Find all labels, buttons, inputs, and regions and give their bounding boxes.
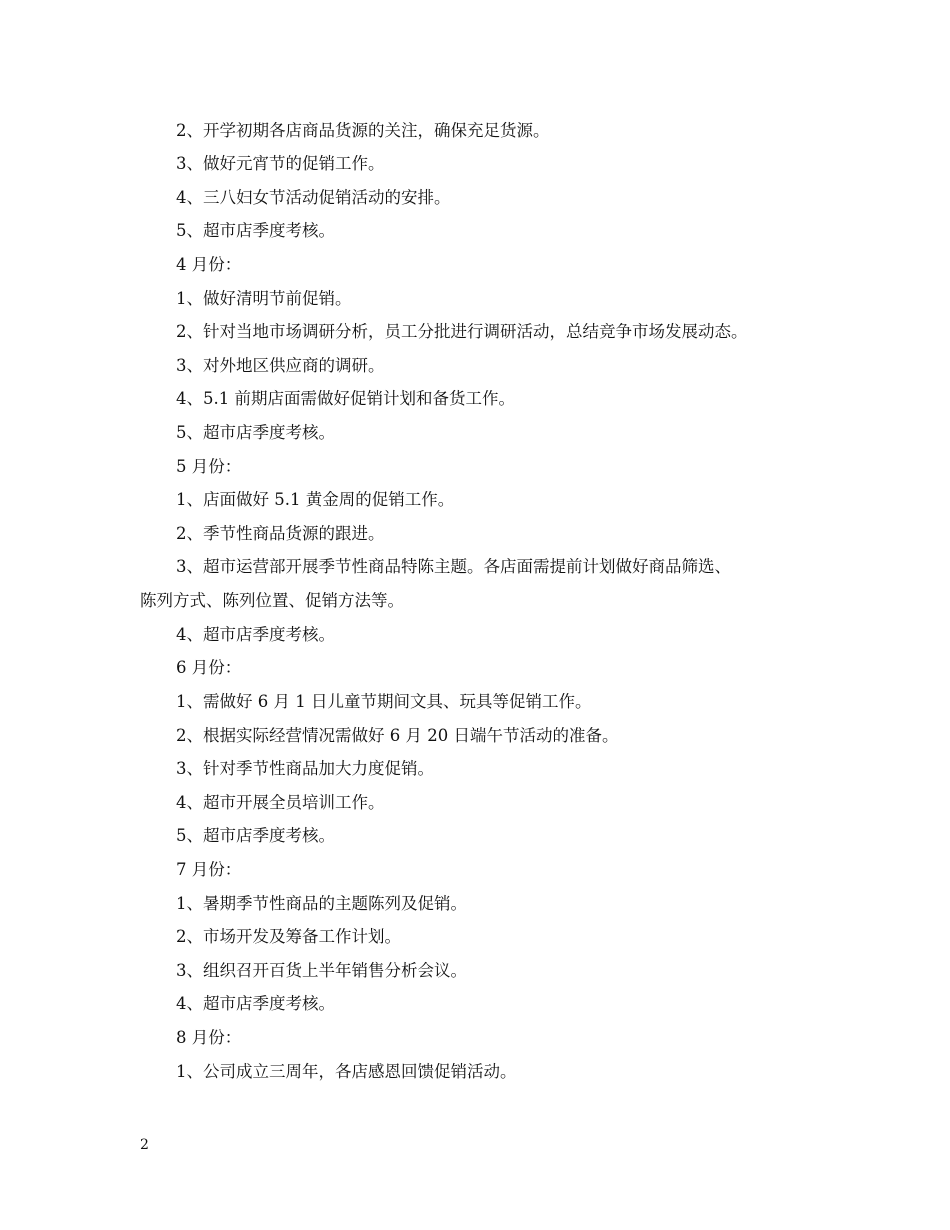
text-line: 2、季节性商品货源的跟进。: [176, 524, 385, 543]
page-number: 2: [140, 1137, 149, 1153]
text-line: 5、超市店季度考核。: [176, 423, 335, 442]
text-line: 3、针对季节性商品加大力度促销。: [176, 759, 434, 778]
text-line: 2、开学初期各店商品货源的关注，确保充足货源。: [176, 121, 550, 140]
text-line: 1、公司成立三周年，各店感恩回馈促销活动。: [176, 1062, 517, 1081]
text-line: 4、超市开展全员培训工作。: [176, 793, 385, 812]
text-line: 4、超市店季度考核。: [176, 994, 335, 1013]
text-line: 5、超市店季度考核。: [176, 826, 335, 845]
text-line-continued: 陈列方式、陈列位置、促销方法等。: [140, 591, 404, 610]
text-line: 3、对外地区供应商的调研。: [176, 356, 385, 375]
text-line: 5、超市店季度考核。: [176, 221, 335, 240]
text-line: 2、针对当地市场调研分析，员工分批进行调研活动，总结竞争市场发展动态。: [176, 322, 748, 341]
text-line: 3、超市运营部开展季节性商品特陈主题。各店面需提前计划做好商品筛选、: [176, 557, 731, 576]
text-line: 4、三八妇女节活动促销活动的安排。: [176, 188, 451, 207]
text-line: 3、做好元宵节的促销工作。: [176, 154, 385, 173]
text-line: 4、5.1 前期店面需做好促销计划和备货工作。: [176, 389, 515, 408]
month-heading: 4 月份：: [176, 255, 242, 274]
text-line: 2、市场开发及筹备工作计划。: [176, 927, 401, 946]
text-line: 1、暑期季节性商品的主题陈列及促销。: [176, 894, 467, 913]
text-line: 1、需做好 6 月 1 日儿童节期间文具、玩具等促销工作。: [176, 692, 592, 711]
month-heading: 7 月份：: [176, 860, 242, 879]
text-line: 1、做好清明节前促销。: [176, 289, 352, 308]
text-line: 4、超市店季度考核。: [176, 625, 335, 644]
text-line: 1、店面做好 5.1 黄金周的促销工作。: [176, 490, 455, 509]
text-line: 3、组织召开百货上半年销售分析会议。: [176, 961, 467, 980]
month-heading: 5 月份：: [176, 457, 242, 476]
month-heading: 6 月份：: [176, 658, 242, 677]
text-line: 2、根据实际经营情况需做好 6 月 20 日端午节活动的准备。: [176, 726, 619, 745]
month-heading: 8 月份：: [176, 1028, 242, 1047]
